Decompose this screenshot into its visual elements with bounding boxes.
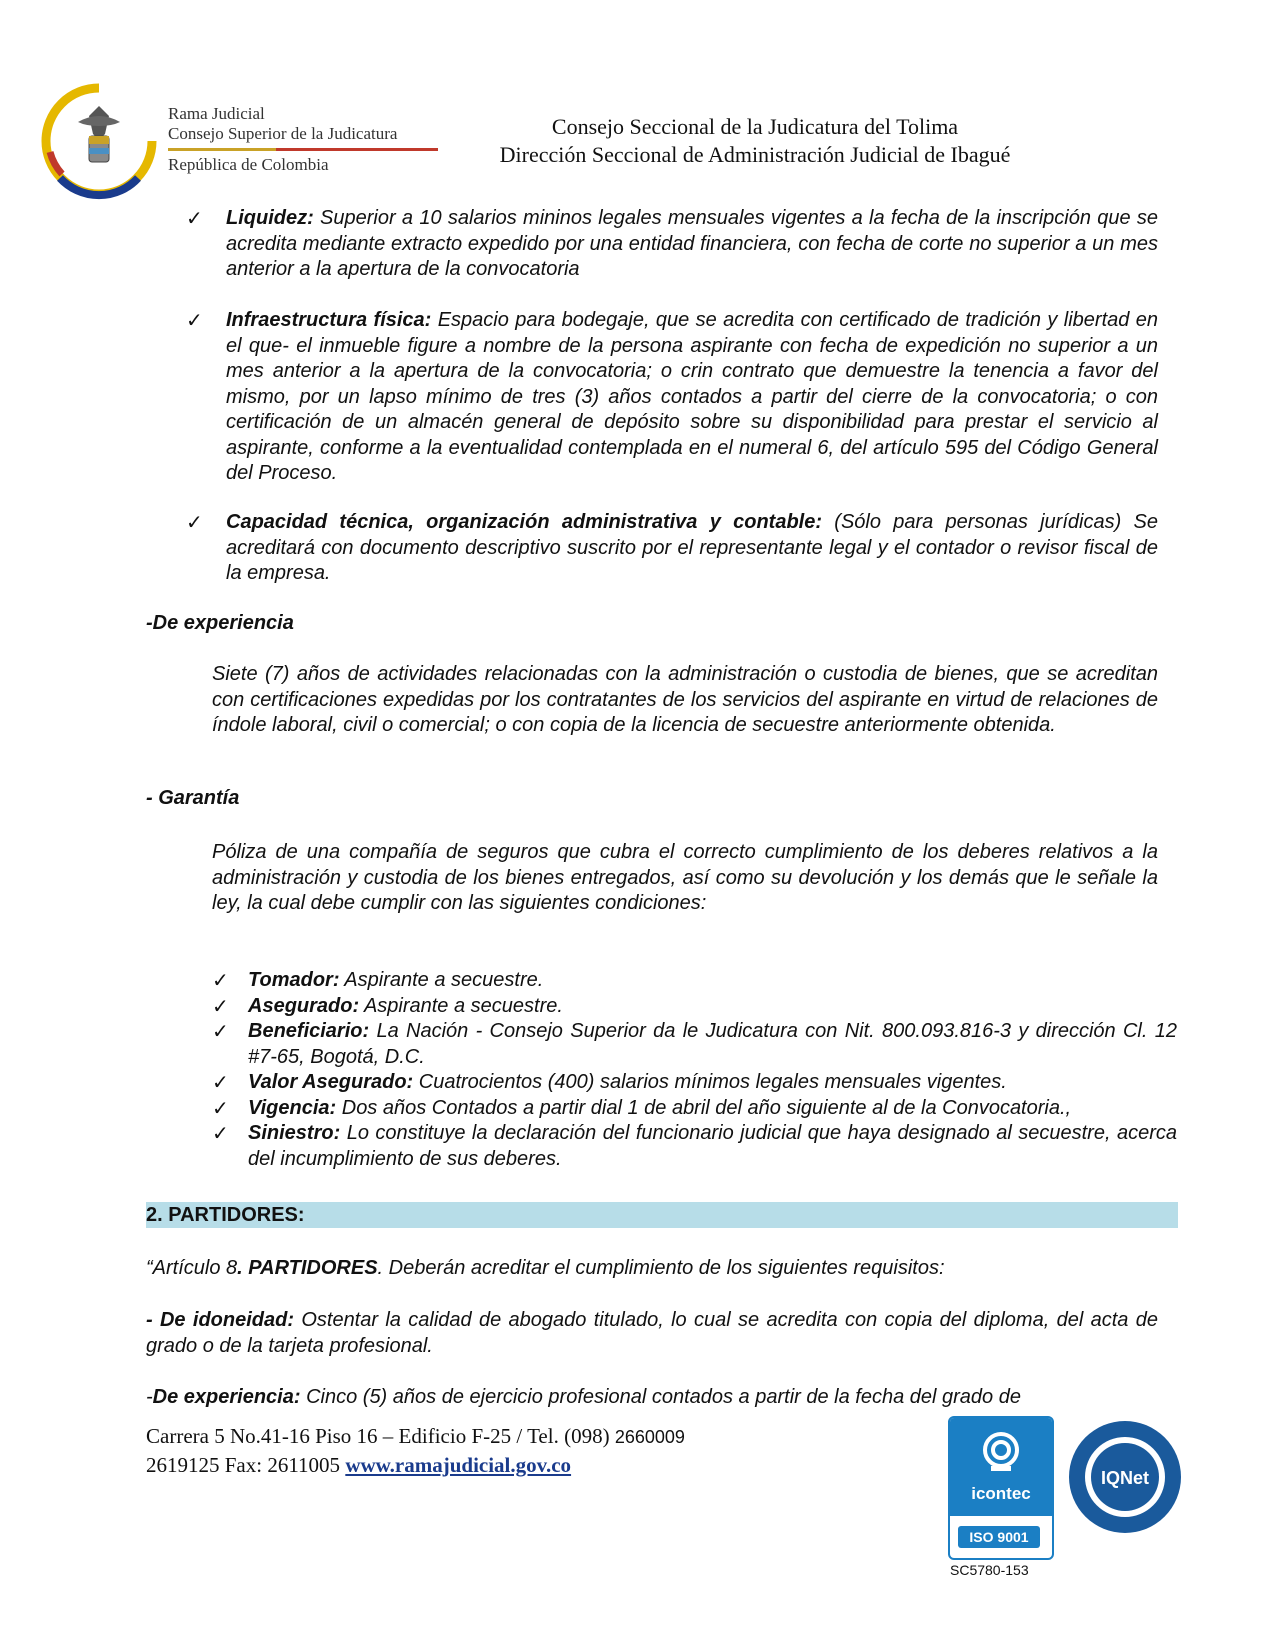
- footer-fax-line: [146, 1451, 685, 1479]
- article-title: . PARTIDORES: [237, 1257, 378, 1279]
- condition-valor-asegurado: [212, 1070, 1177, 1096]
- checkmark-icon: ✓: [186, 510, 203, 534]
- icontec-label: icontec: [971, 1484, 1031, 1503]
- condition-text: Aspirante a secuestre.: [339, 969, 544, 991]
- idoneidad-term: - De idoneidad:: [146, 1309, 294, 1331]
- requirement-text: Superior a 10 salarios mininos legales mensuales vigentes a la fecha de la inscripción que se acredita mediante extracto expedido por una entidad financiera, con fecha de corte no superior a un mes anterior a la apertura de la convocatoria: [226, 207, 1158, 280]
- checkmark-icon: ✓: [186, 206, 203, 230]
- checkmark-icon: ✓: [212, 993, 229, 1018]
- icontec-icon: [981, 1430, 1021, 1474]
- logo-line-rama: Rama Judicial: [168, 104, 265, 123]
- iqnet-label: IQNet: [1100, 1468, 1150, 1488]
- condition-term: Beneficiario:: [248, 1020, 370, 1042]
- section-heading-partidores: 2. PARTIDORES:: [146, 1204, 305, 1226]
- requirement-liquidez: [186, 206, 1158, 283]
- experiencia-label: -De experiencia: [146, 612, 294, 634]
- experiencia-prefix: -: [146, 1386, 153, 1408]
- checkmark-icon: ✓: [212, 1019, 229, 1043]
- logo-divider: [168, 148, 438, 151]
- condition-beneficiario: [212, 1019, 1177, 1070]
- idoneidad-text: Ostentar la calidad de abogado titulado, lo cual se acredita con copia del diploma, del acta de grado o de la tarjeta profesional.: [146, 1309, 1158, 1357]
- checkmark-icon: ✓: [186, 308, 203, 332]
- requirement-text: Espacio para bodegaje, que se acredita con certificado de tradición y libertad en el que- el inmueble figure a nombre de la persona aspirante con fecha de expedición no superior a un mes anterior a la apertura de la convocatoria; o crin contrato que demuestre la tenencia a favor del mismo, por un lapso mínimo de tres (3) años contados a partir del cierre de la convocatoria; o con certificación de un almacén general de depósito sobre su disponibilidad para prestar el servicio al aspirante, conforme a la eventualidad contemplada en el numeral 6, del artículo 595 del Código General del Proceso.: [226, 309, 1158, 484]
- condition-term: Siniestro:: [248, 1122, 341, 1144]
- idoneidad-requirement: [146, 1308, 1158, 1359]
- website-link[interactable]: www.ramajudicial.gov.co: [345, 1453, 572, 1477]
- experiencia-req-text: Cinco (5) años de ejercicio profesional contados a partir de la fecha del grado de: [300, 1386, 1021, 1408]
- checkmark-icon: ✓: [212, 968, 229, 992]
- checkmark-icon: ✓: [212, 1070, 229, 1094]
- condition-text: Dos años Contados a partir dial 1 de abril del año siguiente al de la Convocatoria.,: [336, 1096, 1072, 1119]
- checkmark-icon: ✓: [212, 1095, 229, 1120]
- article-prefix: “Artículo 8: [146, 1257, 238, 1279]
- condition-term: Vigencia:: [248, 1096, 337, 1119]
- condition-asegurado: [212, 994, 1177, 1020]
- requirement-capacidad: [186, 510, 1158, 587]
- footer-phone: 2660009: [614, 1427, 685, 1447]
- experiencia-term: De experiencia:: [152, 1386, 301, 1408]
- iqnet-certified-icon: [1066, 1418, 1184, 1536]
- footer-address: Carrera 5 No.41-16 Piso 16 – Edificio F-25 / Tel. (098): [146, 1424, 615, 1448]
- garantia-conditions-list: [212, 968, 1177, 1172]
- footer-contact: [146, 1422, 685, 1479]
- logo-line-republica: República de Colombia: [168, 155, 329, 174]
- header-title-line1: Consejo Seccional de la Judicatura del Tolima: [551, 114, 959, 139]
- requirement-infraestructura: [186, 308, 1158, 487]
- colombia-seal-icon: [40, 82, 158, 200]
- condition-text: La Nación - Consejo Superior da le Judicatura con Nit. 800.093.816-3 y dirección Cl. 12 #7-65, Bogotá, D.C.: [248, 1020, 1177, 1068]
- logo-line-consejo: Consejo Superior de la Judicatura: [168, 124, 398, 143]
- article-8-intro: [146, 1256, 1158, 1282]
- condition-term: Tomador:: [248, 969, 340, 991]
- article-text: . Deberán acreditar el cumplimiento de los siguientes requisitos:: [377, 1257, 945, 1279]
- icontec-badge: [950, 1418, 1052, 1516]
- icontec-certification-logo: [948, 1416, 1054, 1560]
- condition-tomador: [212, 968, 1177, 994]
- rama-judicial-logo: [40, 82, 440, 202]
- header-title: [445, 113, 1065, 169]
- garantia-label: - Garantía: [146, 787, 240, 809]
- header-title-line2: Dirección Seccional de Administración Judicial de Ibagué: [499, 142, 1011, 167]
- condition-term: Valor Asegurado:: [248, 1071, 414, 1093]
- requirement-text: (Sólo para personas jurídicas) Se acreditará con documento descriptivo suscrito por el representante legal y el contador o revisor fiscal de la empresa.: [226, 511, 1158, 584]
- experiencia-requirement: [146, 1385, 1158, 1411]
- condition-text: Cuatrocientos (400) salarios mínimos legales mensuales vigentes.: [413, 1071, 1007, 1093]
- certificate-code: SC5780-153: [950, 1562, 1029, 1578]
- footer-address-line: [146, 1422, 685, 1451]
- logo-text-block: [168, 104, 438, 175]
- condition-text: Aspirante a secuestre.: [359, 994, 563, 1017]
- requirement-term: Infraestructura física:: [226, 309, 432, 331]
- condition-vigencia: [212, 1096, 1177, 1122]
- checkmark-icon: ✓: [212, 1121, 229, 1145]
- condition-siniestro: [212, 1121, 1177, 1172]
- requirement-term: Capacidad técnica, organización administrativa y contable:: [226, 511, 822, 533]
- experiencia-text: Siete (7) años de actividades relacionadas con la administración o custodia de bienes, que se acreditan con certificaciones expedidas por los contratantes de los servicios del aspirante en virtud de relaciones de índole laboral, civil o comercial; o con copia de la licencia de secuestre anteriormente obtenida.: [212, 663, 1158, 736]
- condition-text: Lo constituye la declaración del funcionario judicial que haya designado al secuestre, acerca del incumplimiento de sus deberes.: [248, 1122, 1177, 1170]
- garantia-text: Póliza de una compañía de seguros que cubra el correcto cumplimiento de los deberes relativos a la administración y custodia de los bienes entregados, así como su devolución y los demás que le señale la ley, la cual debe cumplir con las siguientes condiciones:: [212, 841, 1158, 914]
- footer-fax: 2619125 Fax: 2611005: [146, 1453, 346, 1477]
- iso-9001-badge: ISO 9001: [958, 1526, 1040, 1548]
- condition-term: Asegurado:: [248, 994, 360, 1017]
- requirement-term: Liquidez:: [226, 207, 314, 229]
